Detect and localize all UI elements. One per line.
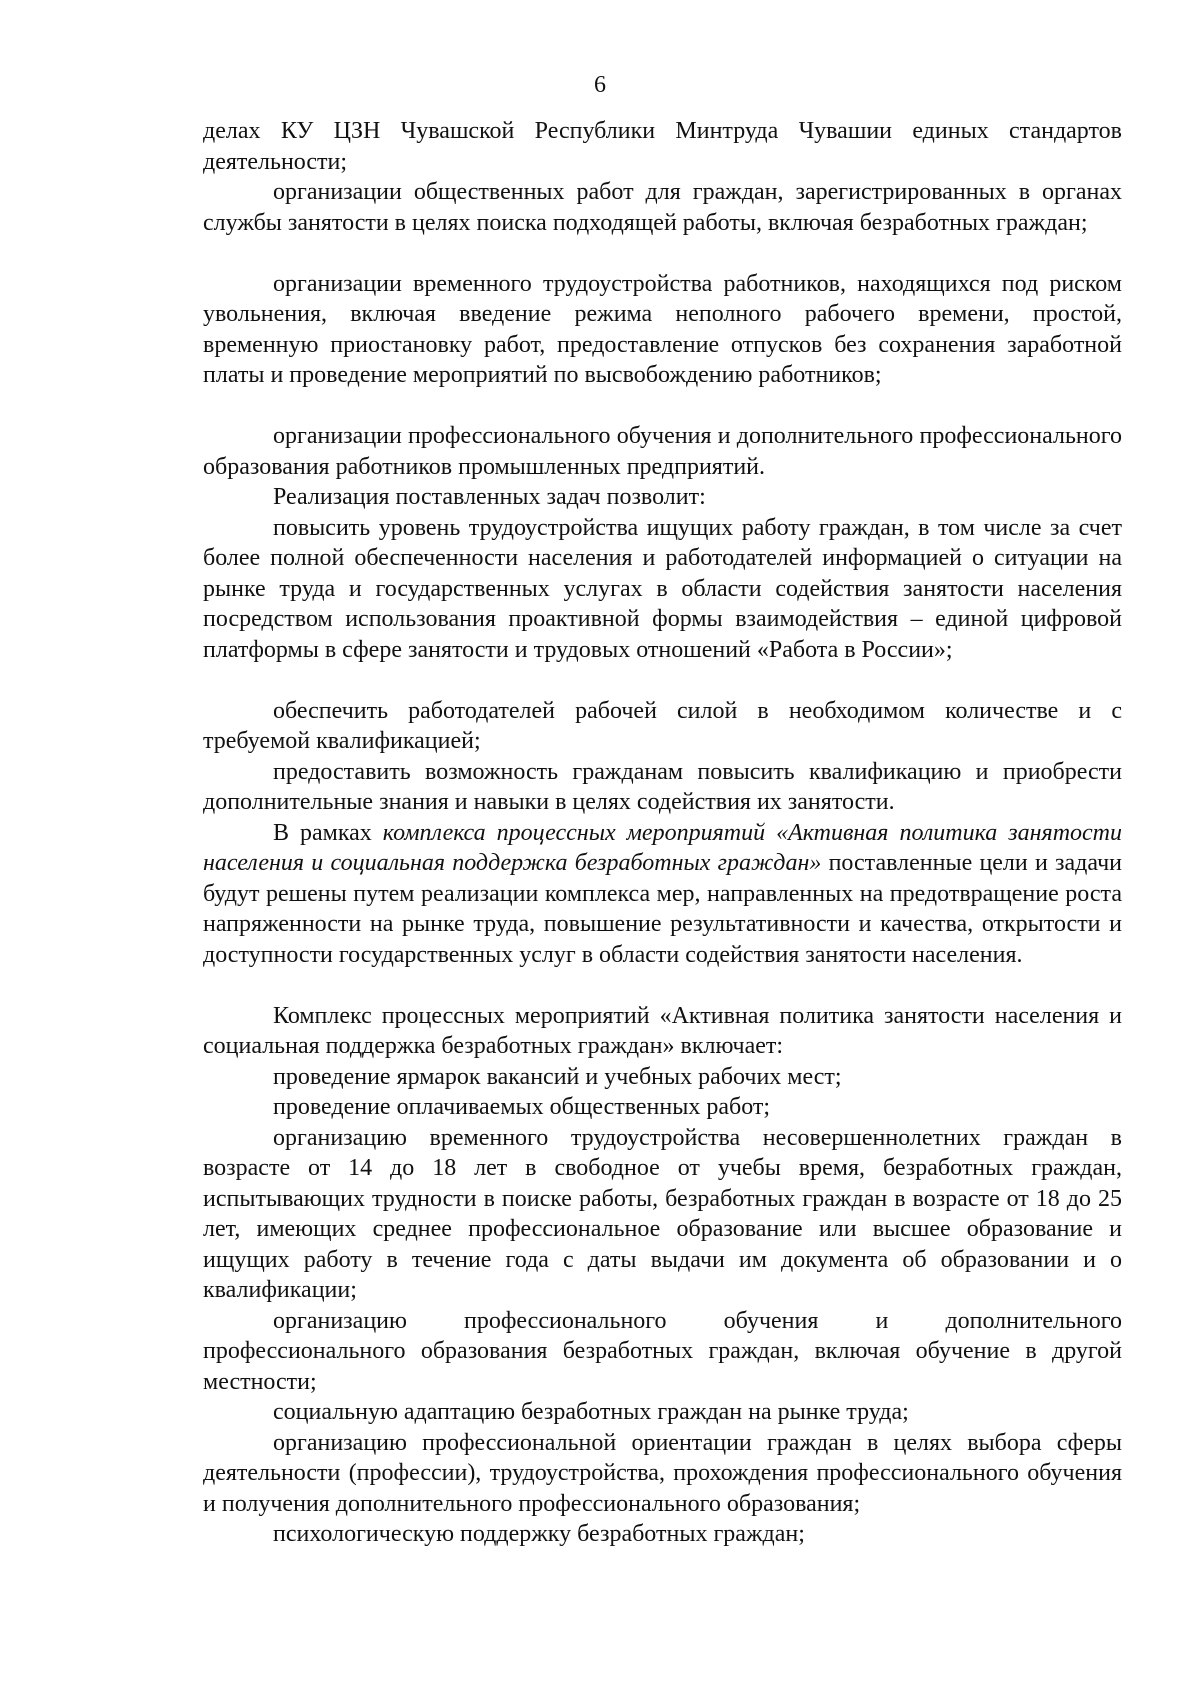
paragraph-lead: В рамках (273, 819, 383, 846)
paragraph: обеспечить работодателей рабочей силой в необходимом количестве и с требуемой квалификацией; (203, 697, 1122, 754)
paragraph (203, 818, 1122, 1001)
paragraph: организации профессионального обучения и дополнительного профессионального образования работников промышленных предприятий. (203, 423, 1122, 480)
program-title-italic: комплекса процессных мероприятий «Активная политика занятости населения и социальная поддержка безработных граждан» (203, 819, 1122, 876)
paragraph: психологическую поддержку безработных граждан; (273, 1521, 805, 1547)
page-number: 6 (594, 72, 606, 98)
paragraph: повысить уровень трудоустройства ищущих работу граждан, в том числе за счет более полной обеспеченности населения и работодателей информацией о ситуации на рынке труда и государственных услугах в области содействия занятости населения посредством использования проактивной формы взаимодействия – единой цифровой платформы в сфере занятости и трудовых отношений «Работа в России»; (203, 514, 1122, 663)
paragraph: предоставить возможность гражданам повысить квалификацию и приобрести дополнительные знания и навыки в целях содействия их занятости. (203, 758, 1122, 815)
paragraph: делах КУ ЦЗН Чувашской Республики Минтруда Чувашии единых стандартов деятельности; (203, 118, 1122, 175)
paragraph: организацию профессиональной ориентации граждан в целях выбора сферы деятельности (профессии), трудоустройства, прохождения профессионального обучения и получения дополнительного профессионального образования; (203, 1429, 1122, 1517)
paragraph: проведение ярмарок вакансий и учебных рабочих мест; (273, 1063, 842, 1090)
paragraph: организацию временного трудоустройства несовершеннолетних граждан в возрасте от 14 до 18 лет в свободное от учебы время, безработных граждан, испытывающих трудности в поиске работы, безработных граждан в возрасте от 18 до 25 лет, имеющих среднее профессиональное образование или высшее образование и ищущих работу в течение года с даты выдачи им документа об образовании и о квалификации; (203, 1124, 1122, 1303)
paragraph: Реализация поставленных задач позволит: (273, 484, 706, 510)
paragraph: организации временного трудоустройства работников, находящихся под риском увольнения, включая введение режима неполного рабочего времени, простой, временную приостановку работ, предоставление отпусков без сохранения заработной платы и проведение мероприятий по высвобождению работников; (203, 270, 1122, 388)
document-body (203, 116, 1122, 1550)
paragraph: социальную адаптацию безработных граждан на рынке труда; (273, 1399, 909, 1425)
paragraph: организацию профессионального обучения и дополнительного профессионального образования безработных граждан, включая обучение в другой местности; (203, 1307, 1122, 1395)
paragraph-tail: поставленные цели и задачи будут решены путем реализации комплекса мер, направленных на предотвращение роста напряженности на рынке труда, повышение результативности и качества, открытости и доступности государственных услуг в области содействия занятости населения. (203, 850, 1122, 968)
paragraph: Комплекс процессных мероприятий «Активная политика занятости населения и социальная поддержка безработных граждан» включает: (203, 1002, 1122, 1059)
paragraph: организации общественных работ для граждан, зарегистрированных в органах службы занятости в целях поиска подходящей работы, включая безработных граждан; (203, 179, 1122, 236)
paragraph: проведение оплачиваемых общественных работ; (273, 1094, 771, 1120)
